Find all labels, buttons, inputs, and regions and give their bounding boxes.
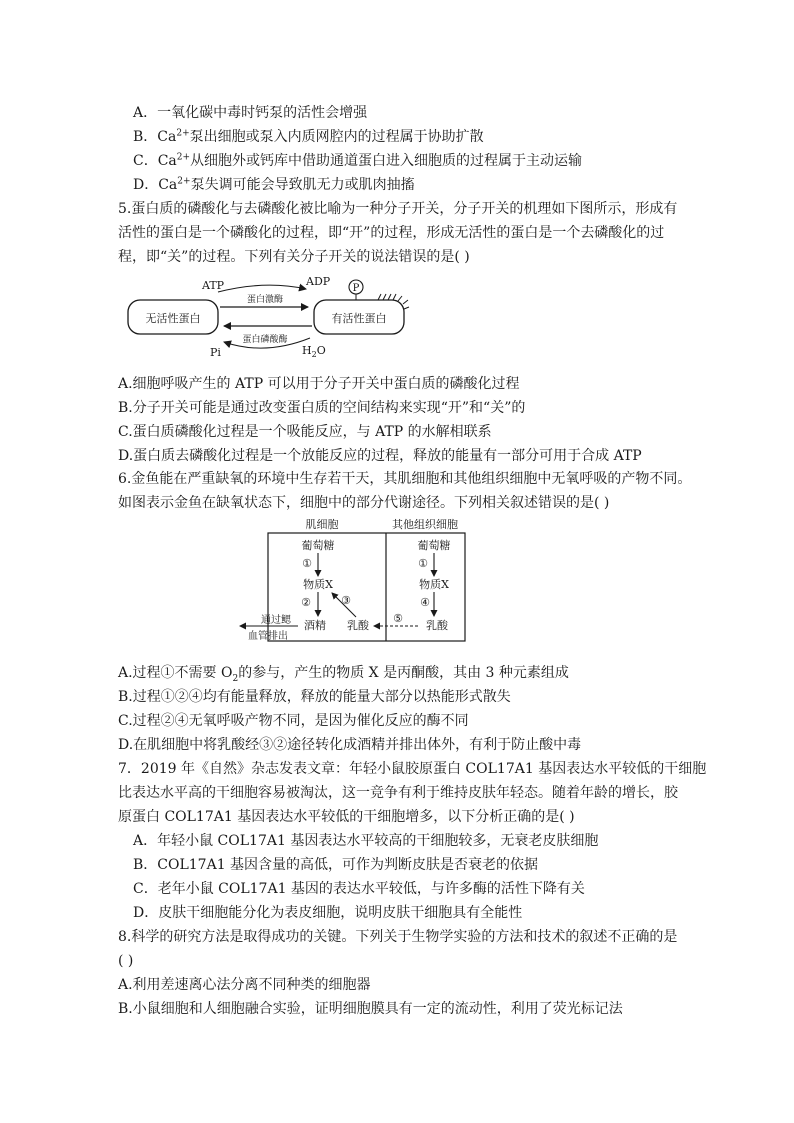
- q6-option-b: B.过程①②④均有能量释放，释放的能量大部分以热能形式散失: [118, 689, 511, 705]
- ethanol-label: 酒精: [304, 619, 326, 632]
- step-2: ②: [301, 596, 311, 609]
- q7-stem-line3: 原蛋白 COL17A1 基因表达水平较低的干细胞增多，以下分析正确的是( ): [118, 809, 575, 825]
- h2o-h: H: [302, 344, 312, 357]
- h2o-2: 2: [311, 350, 317, 359]
- q4-b-pre: B．Ca: [133, 129, 177, 145]
- gill-label-1: 通过鳃: [261, 615, 291, 626]
- lactic-left: 乳酸: [347, 619, 369, 632]
- step-1-left: ①: [302, 557, 312, 570]
- q4-option-a: A．一氧化碳中毒时钙泵的活性会增强: [133, 105, 368, 121]
- other-cell-title: 其他组织细胞: [392, 518, 458, 531]
- adp-label: ADP: [306, 275, 331, 288]
- goldfish-metabolism-diagram: [238, 516, 468, 646]
- atp-label: ATP: [202, 279, 225, 292]
- q6-option-c: C.过程②④无氧呼吸产物不同，是因为催化反应的酶不同: [118, 713, 469, 729]
- q5-option-c: C.蛋白质磷酸化过程是一个吸能反应，与 ATP 的水解相联系: [118, 424, 492, 440]
- q7-option-b: B．COL17A1 基因含量的高低，可作为判断皮肤是否衰老的依据: [133, 857, 539, 873]
- molecular-switch-diagram: [120, 274, 420, 364]
- q4-option-d: [133, 176, 415, 194]
- q4-d-sup: 2+: [177, 176, 191, 187]
- q6-stem-line2: 如图表示金鱼在缺氧状态下，细胞中的部分代谢途径。下列相关叙述错误的是( ): [118, 495, 610, 511]
- atp-to-adp-curve: [218, 285, 306, 292]
- q6-a-sub: 2: [232, 673, 239, 684]
- q4-d-post: 泵失调可能会导致肌无力或肌肉抽搐: [190, 177, 415, 193]
- q4-b-post: 泵出细胞或泵入内质网腔内的过程属于协助扩散: [189, 129, 484, 145]
- q7-option-a: A．年轻小鼠 COL17A1 基因表达水平较高的干细胞较多，无衰老皮肤细胞: [133, 833, 599, 849]
- q5-option-d: D.蛋白质去磷酸化过程是一个放能反应的过程，释放的能量有一部分可用于合成 ATP: [118, 448, 642, 464]
- q6-option-d: D.在肌细胞中将乳酸经③②途径转化成酒精并排出体外，有利于防止酸中毒: [118, 737, 582, 753]
- kinase-label: 蛋白激酶: [246, 295, 284, 305]
- phosphatase-label: 蛋白磷酸酶: [242, 335, 288, 345]
- q4-c-pre: C．Ca: [133, 153, 177, 169]
- q7-stem-line1: 7．2019 年《自然》杂志发表文章：年轻小鼠胶原蛋白 COL17A1 基因表达水平较低的干细胞: [118, 761, 707, 777]
- step-4: ④: [420, 596, 430, 609]
- q5-stem-line2: 活性的蛋白是一个磷酸化的过程，即“开”的过程，形成无活性的蛋白是一个去磷酸化的过: [118, 225, 665, 241]
- q7-option-d: D．皮肤干细胞能分化为表皮细胞，说明皮肤干细胞具有全能性: [133, 905, 523, 921]
- q4-b-sup: 2+: [176, 128, 190, 139]
- q4-c-sup: 2+: [176, 152, 191, 163]
- q7-option-c: C．老年小鼠 COL17A1 基因的表达水平较低，与许多酶的活性下降有关: [133, 881, 585, 897]
- q6-stem-line1: 6.金鱼能在严重缺氧的环境中生存若干天，其肌细胞和其他组织细胞中无氧呼吸的产物不同。: [118, 471, 692, 487]
- step-5: ⑤: [393, 612, 403, 625]
- glucose-left: 葡萄糖: [301, 539, 335, 552]
- gill-label-2: 血管排出: [248, 631, 288, 642]
- step-3: ③: [341, 594, 351, 607]
- q5-stem-line1: 5.蛋白质的磷酸化与去磷酸化被比喻为一种分子开关，分子开关的机理如下图所示，形成有: [118, 201, 678, 217]
- phosphate-label: P: [352, 283, 360, 294]
- lactic-right: 乳酸: [426, 619, 448, 632]
- pi-label: Pi: [210, 346, 221, 359]
- q6-a-pre: A.过程①不需要 O: [118, 665, 233, 681]
- q5-stem-line3: 程，即“关”的过程。下列有关分子开关的说法错误的是( ): [118, 249, 470, 265]
- q8-option-b: B.小鼠细胞和人细胞融合实验，证明细胞膜具有一定的流动性，利用了荧光标记法: [118, 1001, 623, 1017]
- q7-stem-line2: 比表达水平高的干细胞容易被淘汰，这一竞争有利于维持皮肤年轻态。随着年龄的增长，胶: [118, 785, 678, 801]
- substance-x-left: 物质X: [303, 578, 333, 591]
- h2o-label: [302, 344, 326, 359]
- q8-stem-line2: ( ): [118, 953, 134, 969]
- inactive-protein-label: 无活性蛋白: [145, 312, 201, 325]
- q6-a-post: 的参与，产生的物质 X 是丙酮酸，其由 3 种元素组成: [238, 665, 569, 681]
- step-1-right: ①: [418, 557, 428, 570]
- q4-d-pre: D．Ca: [133, 177, 178, 193]
- q4-option-c: [133, 152, 582, 170]
- glucose-right: 葡萄糖: [417, 539, 451, 552]
- q5-option-b: B.分子开关可能是通过改变蛋白质的空间结构来实现“开”和“关”的: [118, 400, 526, 416]
- q6-option-a: [118, 664, 569, 682]
- substance-x-right: 物质X: [419, 578, 449, 591]
- q8-option-a: A.利用差速离心法分离不同种类的细胞器: [118, 977, 371, 993]
- q4-c-post: 从细胞外或钙库中借助通道蛋白进入细胞质的过程属于主动运输: [190, 153, 583, 169]
- muscle-cell-title: 肌细胞: [305, 518, 339, 531]
- q8-stem-line1: 8.科学的研究方法是取得成功的关键。下列关于生物学实验的方法和技术的叙述不正确的是: [118, 929, 678, 945]
- active-protein-label: 有活性蛋白: [331, 312, 387, 325]
- protein-spikes: [378, 294, 409, 309]
- h2o-o: O: [316, 344, 326, 357]
- q4-option-b: [133, 128, 484, 146]
- q5-option-a: A.细胞呼吸产生的 ATP 可以用于分子开关中蛋白质的磷酸化过程: [118, 376, 520, 392]
